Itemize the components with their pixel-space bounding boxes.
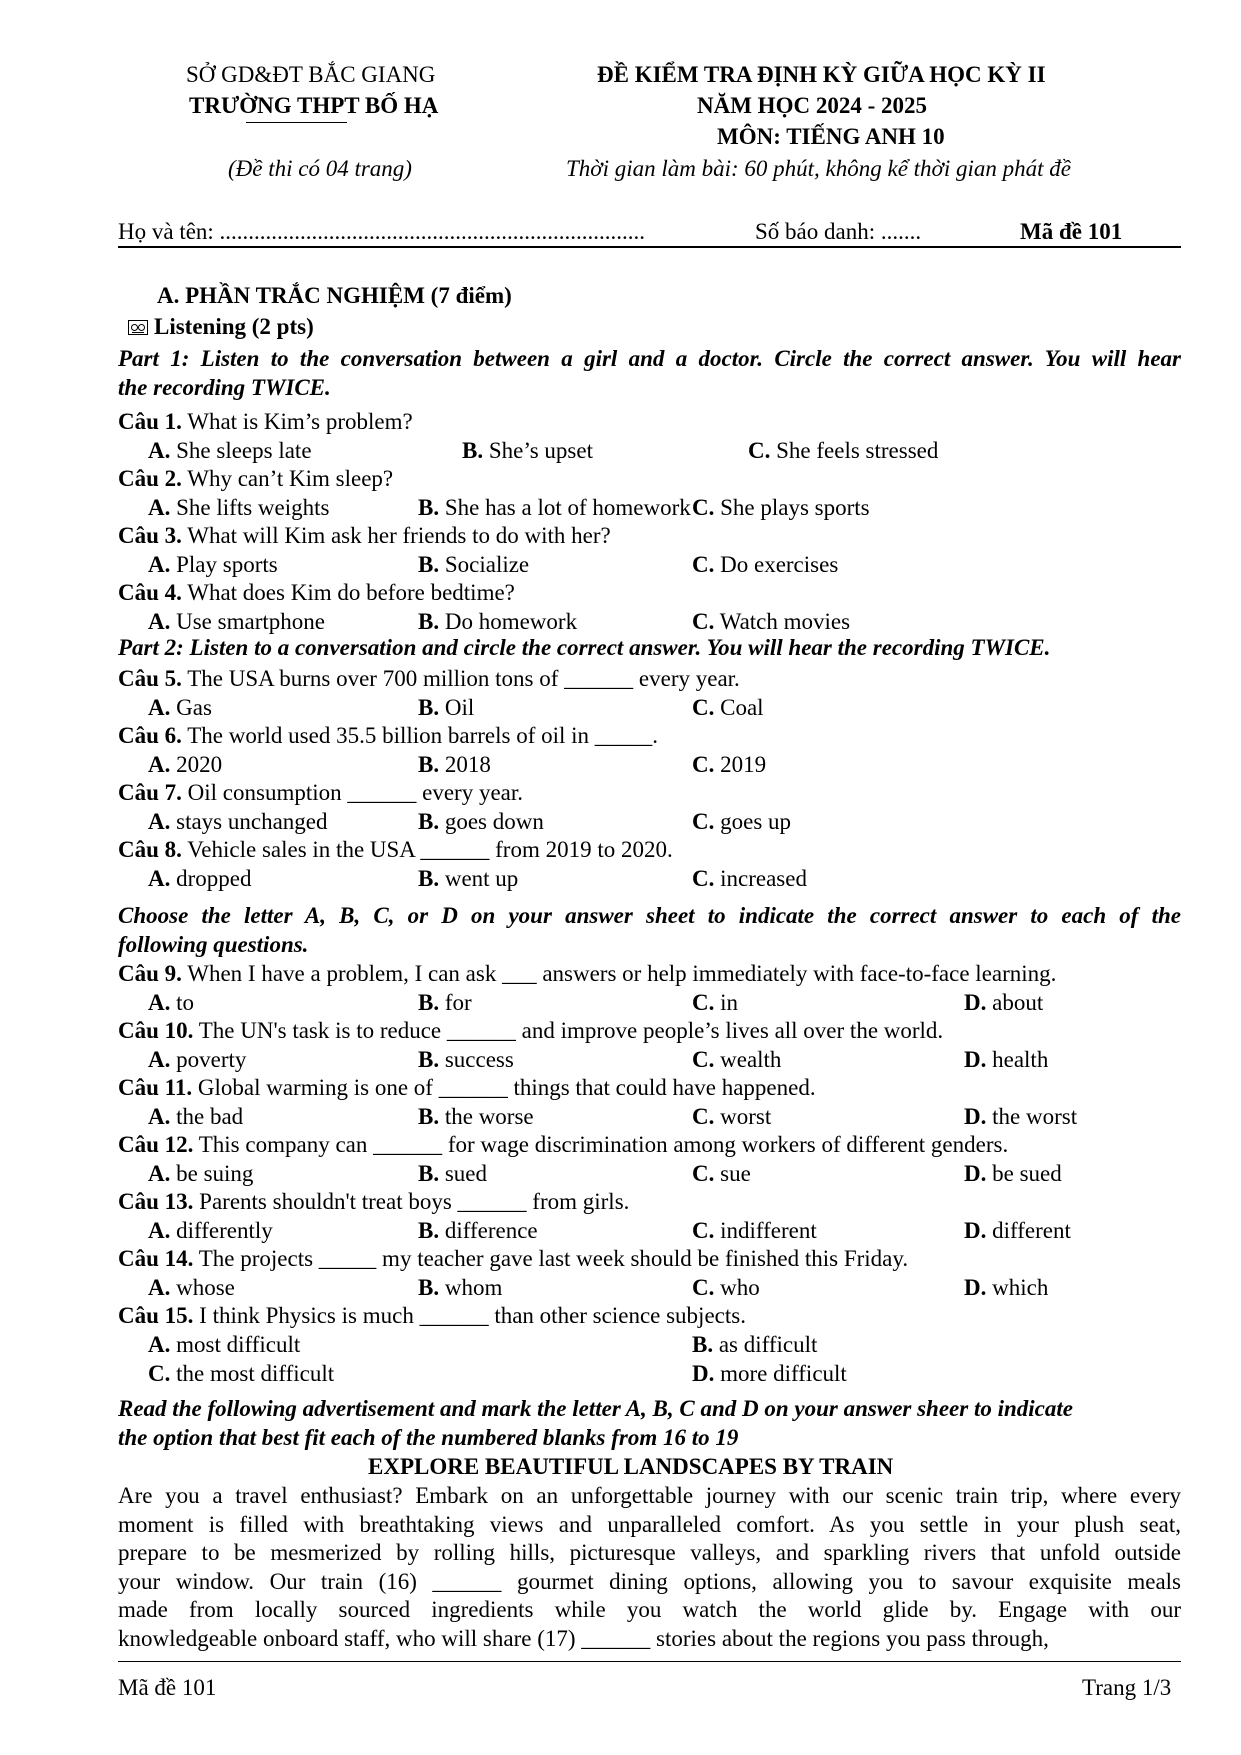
- question-8-option-a: [148, 867, 252, 890]
- question-4-option-b: [418, 610, 577, 633]
- option-letter: B.: [418, 809, 440, 834]
- question-7-option-a: [148, 810, 328, 833]
- question-14-option-b: [418, 1276, 502, 1299]
- question-11-option-a: [148, 1105, 243, 1128]
- question-number: Câu 12.: [118, 1132, 194, 1157]
- question-9-option-d: [964, 991, 1043, 1014]
- option-letter: C.: [692, 495, 715, 520]
- question-number: Câu 1.: [118, 409, 182, 434]
- question-9-option-b: [418, 991, 472, 1014]
- question-text: Oil consumption ______ every year.: [181, 780, 524, 805]
- question-13-option-b: [418, 1219, 538, 1242]
- passage-line-1: Are you a travel enthusiast? Embark on an unforgettable journey with our scenic train trip, where every: [118, 1483, 1181, 1508]
- name-field: Họ và tên: ..........................................................................: [118, 219, 646, 244]
- question-12-option-d: [964, 1162, 1062, 1185]
- question-10: [118, 1019, 943, 1042]
- question-2: [118, 467, 393, 490]
- option-letter: A.: [148, 1161, 171, 1186]
- option-letter: C.: [692, 866, 715, 891]
- option-text: dropped: [170, 866, 252, 891]
- question-number: Câu 11.: [118, 1075, 193, 1100]
- question-1: [118, 410, 413, 433]
- passage-title: EXPLORE BEAUTIFUL LANDSCAPES BY TRAIN: [368, 1454, 894, 1479]
- option-letter: B.: [418, 1161, 440, 1186]
- option-text: increased: [714, 866, 807, 891]
- option-text: difference: [439, 1218, 538, 1243]
- option-text: the worse: [439, 1104, 534, 1129]
- option-letter: C.: [692, 609, 715, 634]
- question-5-option-a: [148, 696, 212, 719]
- question-number: Câu 14.: [118, 1246, 194, 1271]
- question-number: Câu 7.: [118, 780, 182, 805]
- option-letter: A.: [148, 495, 171, 520]
- question-number: Câu 4.: [118, 580, 182, 605]
- footer-divider: [118, 1661, 1181, 1662]
- part1-instruction-line1: Part 1: Listen to the conversation between a girl and a doctor. Circle the correct answer. You will hear: [118, 346, 1181, 371]
- question-text: The projects _____ my teacher gave last week should be finished this Friday.: [193, 1246, 909, 1271]
- option-text: be suing: [170, 1161, 254, 1186]
- option-letter: C.: [692, 809, 715, 834]
- option-letter: D.: [692, 1361, 715, 1386]
- option-letter: B.: [418, 1104, 440, 1129]
- question-number: Câu 6.: [118, 723, 182, 748]
- option-letter: B.: [418, 1275, 440, 1300]
- question-13: [118, 1190, 629, 1213]
- question-11-option-d: [964, 1105, 1077, 1128]
- option-letter: D.: [964, 1275, 987, 1300]
- question-text: What does Kim do before bedtime?: [181, 580, 515, 605]
- option-letter: D.: [964, 1047, 987, 1072]
- option-letter: B.: [418, 609, 440, 634]
- question-3-option-a: [148, 553, 278, 576]
- option-text: worst: [714, 1104, 772, 1129]
- question-text: I think Physics is much ______ than other science subjects.: [193, 1303, 746, 1328]
- option-letter: A.: [148, 438, 171, 463]
- option-letter: D.: [964, 1161, 987, 1186]
- option-text: to: [170, 990, 195, 1015]
- question-5-option-b: [418, 696, 474, 719]
- page-number: Trang 1/3: [1082, 1675, 1172, 1700]
- question-8-option-c: [692, 867, 807, 890]
- question-2-option-b: [418, 496, 691, 519]
- option-text: health: [986, 1047, 1049, 1072]
- question-14-option-d: [964, 1276, 1048, 1299]
- option-letter: C.: [692, 1218, 715, 1243]
- option-text: She lifts weights: [170, 495, 330, 520]
- passage-line-6: knowledgeable onboard staff, who will share (17) ______ stories about the regions you pass through,: [118, 1626, 1049, 1651]
- option-text: differently: [170, 1218, 273, 1243]
- question-4-option-a: [148, 610, 325, 633]
- option-text: different: [986, 1218, 1071, 1243]
- question-9-option-a: [148, 991, 194, 1014]
- question-12-option-c: [692, 1162, 751, 1185]
- passage-line-4: your window. Our train (16) ______ gourmet dining options, allowing you to savour exquisite meals: [118, 1568, 1181, 1594]
- question-6-option-b: [418, 753, 491, 776]
- option-letter: B.: [418, 866, 440, 891]
- option-text: whose: [170, 1275, 235, 1300]
- question-8: [118, 838, 673, 861]
- time-note: Thời gian làm bài: 60 phút, không kể thời gian phát đề: [566, 156, 1071, 181]
- choose-instruction-line2: following questions.: [118, 932, 309, 957]
- option-text: 2019: [714, 752, 767, 777]
- exam-title: ĐỀ KIỂM TRA ĐỊNH KỲ GIỮA HỌC KỲ II: [597, 62, 1046, 87]
- option-text: about: [986, 990, 1044, 1015]
- option-text: whom: [439, 1275, 503, 1300]
- option-letter: C.: [692, 1104, 715, 1129]
- candidate-number-field: Số báo danh: .......: [755, 219, 922, 244]
- option-text: went up: [439, 866, 519, 891]
- school-year: NĂM HỌC 2024 - 2025: [697, 93, 927, 118]
- school-name: TRƯỜNG THPT BỐ HẠ: [189, 93, 439, 118]
- question-6-option-a: [148, 753, 222, 776]
- option-letter: A.: [148, 695, 171, 720]
- question-10-option-b: [418, 1048, 514, 1071]
- question-8-option-b: [418, 867, 518, 890]
- option-letter: A.: [148, 609, 171, 634]
- option-letter: C.: [692, 552, 715, 577]
- option-letter: C.: [692, 752, 715, 777]
- option-letter: A.: [148, 990, 171, 1015]
- question-text: What is Kim’s problem?: [181, 409, 413, 434]
- question-15-option-a: [148, 1333, 300, 1356]
- option-letter: B.: [418, 695, 440, 720]
- option-letter: C.: [148, 1361, 171, 1386]
- option-letter: B.: [462, 438, 484, 463]
- option-text: most difficult: [170, 1332, 301, 1357]
- question-10-option-d: [964, 1048, 1048, 1071]
- question-5-option-c: [692, 696, 764, 719]
- question-4: [118, 581, 515, 604]
- question-12-option-b: [418, 1162, 487, 1185]
- question-text: Why can’t Kim sleep?: [181, 466, 394, 491]
- question-15-option-c: [148, 1362, 334, 1385]
- option-text: the worst: [986, 1104, 1078, 1129]
- option-letter: A.: [148, 1047, 171, 1072]
- option-letter: B.: [418, 495, 440, 520]
- question-7-option-b: [418, 810, 544, 833]
- question-4-option-c: [692, 610, 850, 633]
- option-letter: A.: [148, 866, 171, 891]
- question-number: Câu 2.: [118, 466, 182, 491]
- exam-code: Mã đề 101: [1020, 219, 1123, 244]
- section-a-title: A. PHẦN TRẮC NGHIỆM (7 điểm): [157, 283, 512, 308]
- option-text: success: [439, 1047, 514, 1072]
- option-letter: C.: [692, 1161, 715, 1186]
- question-text: The world used 35.5 billion barrels of oil in _____.: [181, 723, 659, 748]
- question-14-option-a: [148, 1276, 235, 1299]
- option-text: poverty: [170, 1047, 247, 1072]
- part2-instruction: Part 2: Listen to a conversation and circle the correct answer. You will hear the recording TWICE.: [118, 635, 1051, 660]
- question-14: [118, 1247, 908, 1270]
- option-letter: A.: [148, 1218, 171, 1243]
- option-letter: D.: [964, 1104, 987, 1129]
- question-13-option-d: [964, 1219, 1071, 1242]
- question-1-option-c: [748, 439, 938, 462]
- option-text: Watch movies: [714, 609, 851, 634]
- option-letter: B.: [692, 1332, 714, 1357]
- question-text: The UN's task is to reduce ______ and improve people’s lives all over the world.: [193, 1018, 944, 1043]
- option-text: for: [439, 990, 472, 1015]
- option-text: the most difficult: [170, 1361, 335, 1386]
- question-12: [118, 1133, 1008, 1156]
- question-11: [118, 1076, 816, 1099]
- question-9-option-c: [692, 991, 738, 1014]
- option-text: wealth: [714, 1047, 782, 1072]
- question-1-option-a: [148, 439, 312, 462]
- option-letter: C.: [692, 1047, 715, 1072]
- question-11-option-b: [418, 1105, 534, 1128]
- question-7-option-c: [692, 810, 791, 833]
- option-text: She plays sports: [714, 495, 870, 520]
- listening-heading: [128, 315, 314, 338]
- question-text: Vehicle sales in the USA ______ from 2019 to 2020.: [181, 837, 673, 862]
- option-text: Gas: [170, 695, 212, 720]
- option-letter: B.: [418, 1047, 440, 1072]
- dept-name: SỞ GD&ĐT BẮC GIANG: [186, 62, 436, 87]
- page-count-note: (Đề thi có 04 trang): [228, 156, 412, 181]
- option-letter: B.: [418, 552, 440, 577]
- question-6: [118, 724, 658, 747]
- option-text: be sued: [986, 1161, 1062, 1186]
- question-3-option-b: [418, 553, 529, 576]
- part1-instruction-line2: the recording TWICE.: [118, 375, 331, 400]
- question-10-option-c: [692, 1048, 781, 1071]
- option-letter: A.: [148, 1104, 171, 1129]
- option-text: the bad: [170, 1104, 244, 1129]
- option-letter: C.: [748, 438, 771, 463]
- question-number: Câu 13.: [118, 1189, 194, 1214]
- question-number: Câu 10.: [118, 1018, 194, 1043]
- option-text: Socialize: [439, 552, 530, 577]
- option-text: 2020: [170, 752, 223, 777]
- passage-line-5: made from locally sourced ingredients while you watch the world glide by. Engage with our: [118, 1597, 1181, 1623]
- option-text: sue: [714, 1161, 751, 1186]
- footer-exam-code: Mã đề 101: [118, 1675, 217, 1700]
- question-number: Câu 3.: [118, 523, 182, 548]
- question-13-option-c: [692, 1219, 817, 1242]
- question-number: Câu 9.: [118, 961, 182, 986]
- question-text: The USA burns over 700 million tons of ______ every year.: [181, 666, 740, 691]
- question-11-option-c: [692, 1105, 771, 1128]
- option-text: Do homework: [439, 609, 578, 634]
- school-underline: [246, 122, 347, 123]
- option-text: as difficult: [713, 1332, 818, 1357]
- question-10-option-a: [148, 1048, 246, 1071]
- option-text: Use smartphone: [170, 609, 325, 634]
- option-letter: B.: [418, 1218, 440, 1243]
- listening-title: Listening (2 pts): [154, 314, 314, 339]
- choose-instruction-line1: Choose the letter A, B, C, or D on your answer sheet to indicate the correct answer to each of the: [118, 903, 1181, 928]
- question-text: Global warming is one of ______ things that could have happened.: [192, 1075, 816, 1100]
- question-number: Câu 15.: [118, 1303, 194, 1328]
- option-text: who: [714, 1275, 760, 1300]
- question-15-option-d: [692, 1362, 847, 1385]
- question-1-option-b: [462, 439, 593, 462]
- passage-line-3: prepare to be mesmerized by rolling hills, picturesque valleys, and sparkling rivers that unfold outside: [118, 1540, 1181, 1566]
- question-3-option-c: [692, 553, 838, 576]
- option-text: sued: [439, 1161, 488, 1186]
- cassette-icon: [128, 320, 148, 335]
- option-text: more difficult: [714, 1361, 847, 1386]
- option-text: goes down: [439, 809, 544, 834]
- option-text: which: [986, 1275, 1049, 1300]
- question-6-option-c: [692, 753, 766, 776]
- question-14-option-c: [692, 1276, 760, 1299]
- option-letter: C.: [692, 1275, 715, 1300]
- header-divider: [118, 246, 1181, 248]
- question-12-option-a: [148, 1162, 253, 1185]
- option-text: She sleeps late: [170, 438, 312, 463]
- option-text: She has a lot of homework: [439, 495, 691, 520]
- option-letter: A.: [148, 752, 171, 777]
- option-letter: B.: [418, 990, 440, 1015]
- option-text: stays unchanged: [170, 809, 328, 834]
- question-number: Câu 5.: [118, 666, 182, 691]
- option-text: Play sports: [170, 552, 278, 577]
- question-2-option-a: [148, 496, 329, 519]
- reading-instruction-line1: Read the following advertisement and mark the letter A, B, C and D on your answer sheer to indicate: [118, 1396, 1073, 1421]
- option-letter: D.: [964, 1218, 987, 1243]
- option-letter: A.: [148, 1332, 171, 1357]
- option-text: in: [714, 990, 739, 1015]
- option-text: goes up: [714, 809, 792, 834]
- subject: MÔN: TIẾNG ANH 10: [717, 124, 945, 149]
- option-letter: C.: [692, 990, 715, 1015]
- option-letter: D.: [964, 990, 987, 1015]
- option-text: 2018: [439, 752, 491, 777]
- option-letter: A.: [148, 1275, 171, 1300]
- question-9: [118, 962, 1056, 985]
- question-text: What will Kim ask her friends to do with her?: [181, 523, 611, 548]
- option-letter: A.: [148, 809, 171, 834]
- question-text: Parents shouldn't treat boys ______ from girls.: [193, 1189, 630, 1214]
- option-letter: B.: [418, 752, 440, 777]
- option-letter: C.: [692, 695, 715, 720]
- question-15-option-b: [692, 1333, 817, 1356]
- option-text: She feels stressed: [770, 438, 939, 463]
- question-7: [118, 781, 523, 804]
- question-text: This company can ______ for wage discrimination among workers of different genders.: [193, 1132, 1009, 1157]
- question-2-option-c: [692, 496, 870, 519]
- question-text: When I have a problem, I can ask ___ answers or help immediately with face-to-face learning.: [181, 961, 1057, 986]
- option-text: Coal: [714, 695, 764, 720]
- question-15: [118, 1304, 746, 1327]
- option-text: Oil: [439, 695, 475, 720]
- option-letter: A.: [148, 552, 171, 577]
- reading-instruction-line2: the option that best fit each of the numbered blanks from 16 to 19: [118, 1425, 739, 1450]
- question-13-option-a: [148, 1219, 273, 1242]
- passage-line-2: moment is filled with breathtaking views and unparalleled comfort. As you settle in your plush seat,: [118, 1511, 1181, 1537]
- question-number: Câu 8.: [118, 837, 182, 862]
- option-text: indifferent: [714, 1218, 817, 1243]
- option-text: She’s upset: [483, 438, 593, 463]
- option-text: Do exercises: [714, 552, 839, 577]
- question-5: [118, 667, 740, 690]
- question-3: [118, 524, 611, 547]
